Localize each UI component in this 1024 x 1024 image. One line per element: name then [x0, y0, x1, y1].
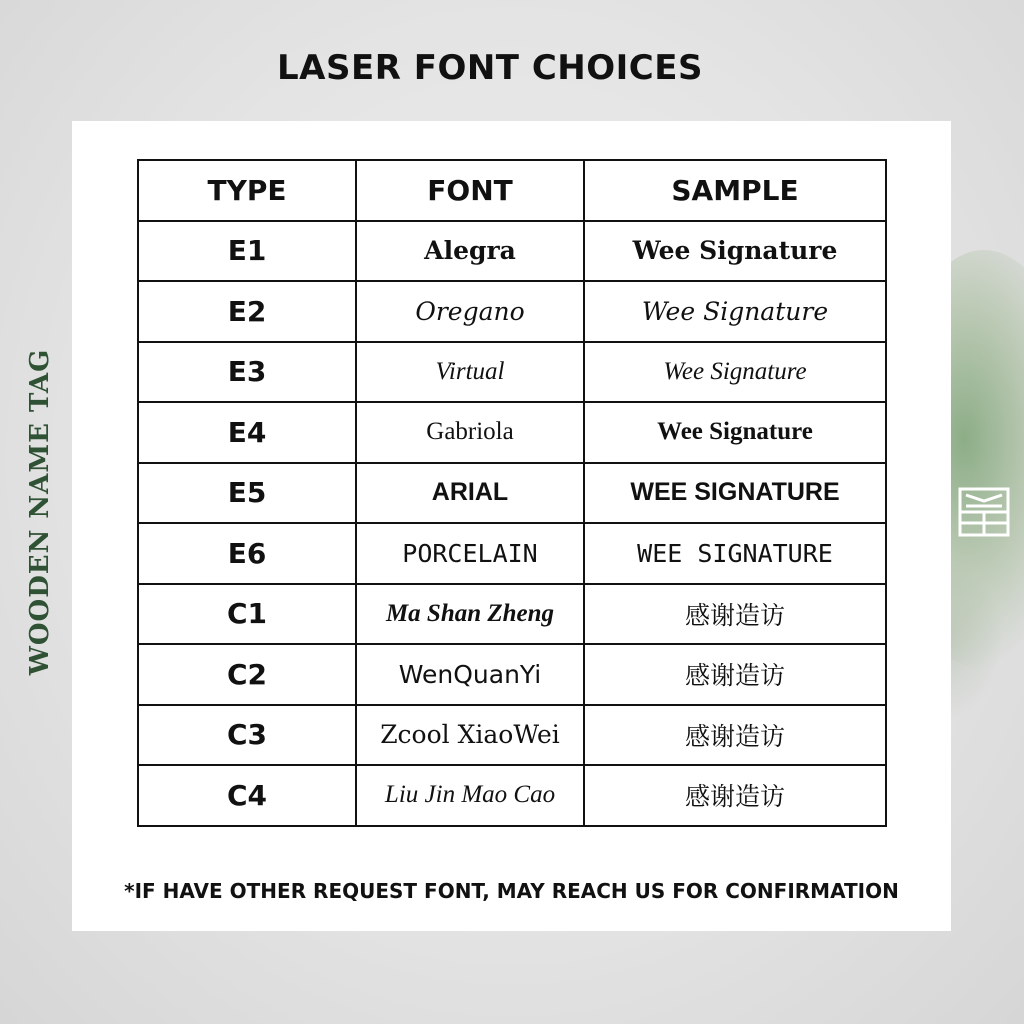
sample-cell: 感谢造访 [584, 705, 886, 766]
table-row [138, 463, 886, 524]
font-name-cell: ARIAL [356, 463, 584, 524]
sample-cell: 感谢造访 [584, 584, 886, 645]
font-name-cell: Oregano [356, 281, 584, 342]
font-name-cell: Alegra [356, 221, 584, 282]
table-row [138, 281, 886, 342]
sample-cell: Wee Signature [584, 342, 886, 403]
font-name-cell: Liu Jin Mao Cao [356, 765, 584, 826]
type-cell: C4 [138, 765, 356, 826]
sample-cell: Wee Signature [584, 402, 886, 463]
sample-cell: 感谢造访 [584, 765, 886, 826]
sample-cell: WEE SIGNATURE [584, 523, 886, 584]
font-name-cell: PORCELAIN [356, 523, 584, 584]
font-card [72, 121, 951, 931]
font-name-cell: Gabriola [356, 402, 584, 463]
table-row [138, 402, 886, 463]
type-cell: E5 [138, 463, 356, 524]
side-label: WOODEN NAME TAG [25, 348, 55, 676]
type-cell: E6 [138, 523, 356, 584]
type-cell: C1 [138, 584, 356, 645]
table-row [138, 342, 886, 403]
table-row [138, 221, 886, 282]
table-row [138, 644, 886, 705]
sample-cell: Wee Signature [584, 281, 886, 342]
footnote: *IF HAVE OTHER REQUEST FONT, MAY REACH US FOR CONFIRMATION [124, 879, 899, 903]
grid-logo-icon [958, 487, 1012, 539]
type-cell: C2 [138, 644, 356, 705]
sample-cell: 感谢造访 [584, 644, 886, 705]
font-name-cell: WenQuanYi [356, 644, 584, 705]
font-name-cell: Ma Shan Zheng [356, 584, 584, 645]
table-header-row [138, 160, 886, 221]
table-row [138, 584, 886, 645]
table-row [138, 705, 886, 766]
header-type: TYPE [138, 160, 356, 221]
sample-cell: Wee Signature [584, 221, 886, 282]
type-cell: E1 [138, 221, 356, 282]
font-name-cell: Virtual [356, 342, 584, 403]
table-row [138, 523, 886, 584]
font-name-cell: Zcool XiaoWei [356, 705, 584, 766]
header-sample: SAMPLE [584, 160, 886, 221]
type-cell: E4 [138, 402, 356, 463]
type-cell: E2 [138, 281, 356, 342]
font-table [137, 159, 887, 827]
header-font: FONT [356, 160, 584, 221]
table-row [138, 765, 886, 826]
type-cell: E3 [138, 342, 356, 403]
type-cell: C3 [138, 705, 356, 766]
page-title: LASER FONT CHOICES [277, 48, 703, 88]
sample-cell: WEE SIGNATURE [584, 463, 886, 524]
